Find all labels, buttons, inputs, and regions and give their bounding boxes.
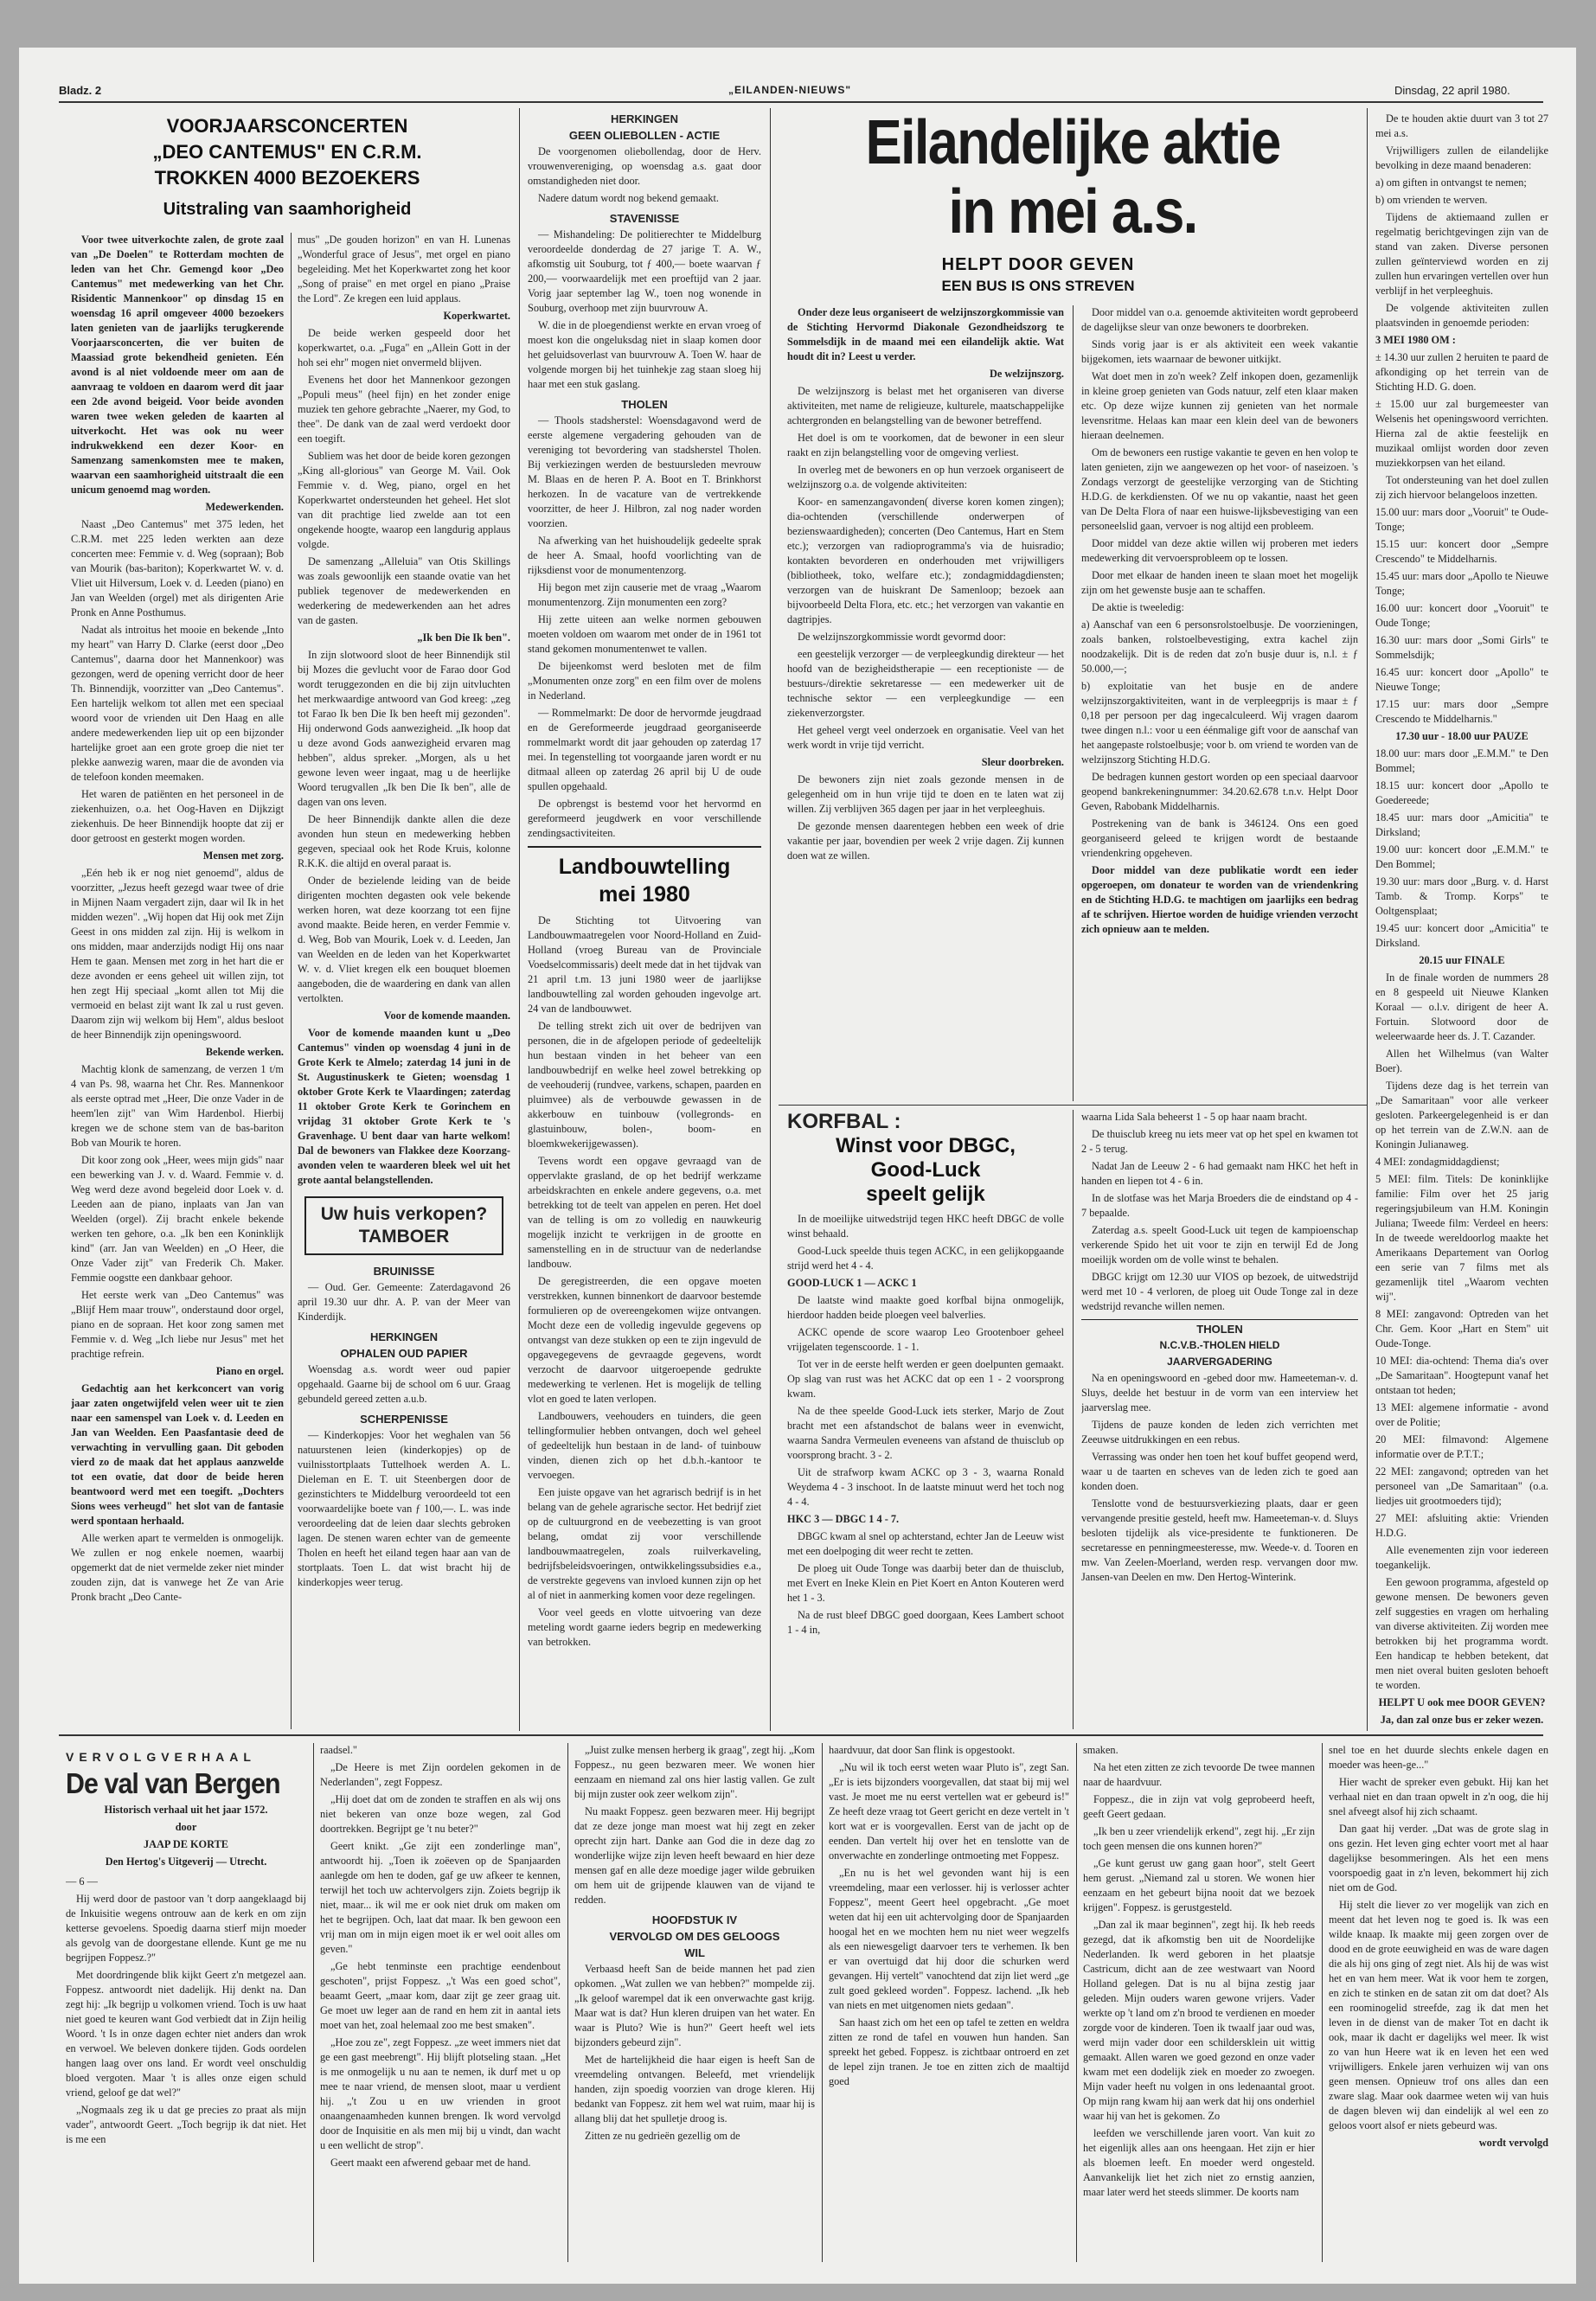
- tholen-paragraph: Verrassing was onder hen toen het kouf buffet geopend werd, waar u de taarten en scheves van de leden zich te goed aan konden doen.: [1081, 1451, 1358, 1492]
- serial-paragraph: Met doordringende blik kijkt Geert z'n metgezel aan. Foppesz. antwoordt niet dadelijk. Hij denkt na. Dan zegt hij: „Ik begrijp u volkomen vriend. Toch is uw haat niet goed te keuren want God verbiedt dat in Zijn heilig Woord. 't Is in onze dagen echter niet anders dan wrok en verwoel. We beleven donkere tijden. Gods oordelen hangen laag over ons land. Er wordt veel onschuldig bloed vergoten. Maar 't is alles onze eigen schuld vriend, geloof ge dat wel?": [66, 1969, 306, 2099]
- news-paragraph: — Oud. Ger. Gemeente: Zaterdagavond 26 april 19.30 uur dhr. A. P. van der Meer van Kinderdijk.: [298, 1281, 510, 1323]
- concert-column-1: [71, 233, 284, 1731]
- serial-column-6: [1329, 1743, 1548, 2271]
- schedule-entry: 18.45 uur: mars door „Amicitia" te Dirksland;: [1375, 811, 1548, 838]
- column-rule: [822, 1743, 823, 2262]
- concert-paragraph: De beide werken gespeeld door het koperkwartet, o.a. „Fuga" en „Allein Gott in der hoh sei ehr" mogen niet onvermeld blijven.: [298, 327, 510, 369]
- aktie-paragraph: Tot ondersteuning van het doel zullen zij zich hiervoor belangeloos inzetten.: [1375, 474, 1548, 501]
- concert-paragraph: Nadat als introitus het mooie en bekende „Into my heart" van Harry D. Clarke (eerst door „Deo Cantemus", daarna door het Mannenkoor) was gezongen, werd de opening verricht door de heer Th. Binnendijk, voorzitter van „Deo Cantemus". Een hartelijk welkom tot allen met een speciaal woord voor de vrienden uit Den Haag en alle andere medewerkenden liep uit op een bijzonder hartelijke groet aan een grote groep die niet ter plekke aanwezig waren, maar die de avonden via de telefoon konden meemaken.: [71, 624, 284, 783]
- aktie-list-item: b) om vrienden te werven.: [1375, 194, 1488, 206]
- landbouw-title-2: mei 1980: [599, 882, 690, 907]
- schedule-entry: 18.15 uur: koncert door „Apollo te Goedereede;: [1375, 779, 1548, 806]
- heading-herkingen: HERKINGEN: [610, 112, 678, 125]
- serial-paragraph: Dan gaat hij verder. „Dat was de grote slag in ons gezin. Het leven ging echter voort met al haar dagelijkse besommeringen. Als het een mens voorspoedig gaat in z'n leven, bekommert hij zich niet om de God.: [1329, 1823, 1548, 1894]
- aktie-paragraph: De te houden aktie duurt van 3 tot 27 mei a.s.: [1375, 112, 1548, 139]
- concert-paragraph: Het waren de patiënten en het personeel in de ziekenhuizen, o.a. het Oog-Haven en Dijkzigt ziekenhuis. De heer Binnendijk hoopte dat zij er door getroost en gesterkt mogen worden.: [71, 788, 284, 844]
- serial-paragraph: haardvuur, dat door San flink is opgestookt.: [829, 1744, 1016, 1756]
- aktie-paragraph: In overleg met de bewoners en op hun verzoek organiseert de welzijnszorg o.a. de volgende aktiviteiten:: [787, 464, 1064, 490]
- aktie-list-item: b) exploitatie van het busje en de andere welzijnszorgaktiviteiten, want in de verpleegprijs is maar ± ƒ 0,18 per persoon per dag ingecalculeerd. Wij vragen daarom twee dingen n.l.: voor u een éénmalige gift voor de aanschaf van het aangepaste rolstoelbusje; voor b. om vriend te worden van de welzijnszorg Stichting H.D.G.: [1081, 680, 1358, 766]
- serial-paragraph: „De Heere is met Zijn oordelen gekomen in de Nederlanden", zegt Foppesz.: [320, 1761, 561, 1788]
- korfbal-column-1: [787, 1110, 1064, 1729]
- aktie-paragraph: Het geheel vergt veel onderzoek en organisatie. Veel van het werk wordt in vrije tijd verricht.: [787, 724, 1064, 751]
- match-heading: HKC 3 — DBGC 1 4 - 7.: [787, 1513, 900, 1525]
- schedule-entry: 27 MEI: afsluiting aktie: Vrienden H.D.G.: [1375, 1512, 1548, 1539]
- concert-title-2: TROKKEN 4000 BEZOEKERS: [154, 167, 420, 189]
- serial-column-5: [1083, 1743, 1315, 2271]
- serial-paragraph: „Juist zulke mensen herberg ik graag", zegt hij. „Kom Foppesz., nu geen bezwaren meer. We wonen hier eenzaam en niemand zal ons hier lastig vallen. Ge zult bij mijn zuster ook zeer welkom zijn".: [574, 1744, 815, 1800]
- aktie-paragraph: Het doel is om te voorkomen, dat de bewoner in een sleur raakt en zijn belangstelling voor de omgeving verliest.: [787, 432, 1064, 458]
- chapter-subheading-2: WIL: [684, 1946, 705, 1959]
- news-paragraph: De bijeenkomst werd besloten met de film „Monumenten onze zorg" en een film over de molens in Nederland.: [528, 660, 761, 702]
- news-paragraph: — Rommelmarkt: De door de hervormde jeugdraad en de Gereformeerde jeugdraad georganiseerde rommelmarkt wordt dit jaar gehouden op zaterdag 17 mei. In tegenstelling tot voorgaande jaren wordt er nu ditmaal alleen op zaterdag 26 april bij U de oude spullen opgehaald.: [528, 707, 761, 792]
- korfbal-title-1: Winst voor DBGC,: [836, 1134, 1016, 1157]
- news-paragraph: Hij zette uiteen aan welke normen gebouwen moeten voldoen om waarom met onder de in 1961 tot stand gekomen monumentenwet te vallen.: [528, 613, 761, 655]
- aktie-paragraph: Allen het Wilhelmus (van Walter Boer).: [1375, 1048, 1548, 1074]
- serial-paragraph: „Hij doet dat om de zonden te straffen en als wij ons niet bekeren van onze boze wegen, zal God doortrekken. Begrijpt ge 't nu beter?": [320, 1793, 561, 1835]
- concert-bold-paragraph: Gedachtig aan het kerkconcert van vorig jaar zaten ongetwijfeld velen weer uit te zien naar een samenspel van Loek v. d. Leeden en Jan van Weelden. Een Paasfantasie deed de verwachting in vervulling gaan. Dit geboden vierd zo de maak dat het applaus aanzwelde tot een ovatie, dat door de beide heren beantwoord werd met een toegift. „Dochters Sions wees verheugd" het slot van de fantasie werd spontaan herhaald.: [71, 1382, 284, 1527]
- concert-column-2: [298, 233, 510, 1731]
- aktie-paragraph: Vrijwilligers zullen de eilandelijke bevolking in deze maand benaderen:: [1375, 144, 1548, 171]
- korfbal-paragraph: Na de thee speelde Good-Luck iets sterker, Marjo de Zout bracht met een afstandschot de balans weer in evenwicht, waarna Sandra Vermeulen eveneens van afstand de thuisclub op voorsprong bracht. 3 - 2.: [787, 1405, 1064, 1461]
- heading-herkingen: HERKINGEN: [369, 1330, 438, 1343]
- schedule-entry: 17.15 uur: mars door „Sempre Crescendo te Middelharnis.": [1375, 698, 1548, 725]
- serial-column-4: [829, 1743, 1069, 2271]
- korfbal-paragraph: Tot ver in de eerste helft werden er geen doelpunten gemaakt. Op slag van rust was het ACKC dat op een 1 - 2 voorsprong kwam.: [787, 1358, 1064, 1400]
- serial-paragraph: San haast zich om het een op tafel te zetten en weldra zitten ze rond de tafel en vouwen hun handen. San spreekt het gebed. Foppesz. is zichtbaar ontroerd en zet de lepel zijn tranen. Je toe en zitten zich de maaltijd goed: [829, 2016, 1069, 2087]
- aktie-subtitle-1: HELPT DOOR GEVEN: [941, 255, 1135, 274]
- heading-medewerkenden: Medewerkenden.: [205, 501, 284, 513]
- news-paragraph: — Kinderkopjes: Voor het weghalen van 56 natuurstenen leien (kinderkopjes) op de vuilnisstortplaats Tuttelhoek werden A. L. Dieleman en E. T. uit Steenbergen door de gezinstichters te Middelburg veroordeeld tot een voorwaardelijke boete van ƒ 100,—. L. was inde veroordeeling dat de leien daar slechts gebroken lagen. De stenen waren echter van de gemeente Tholen en heeft het eiland tegen haar aan van de stortplaats. Toen L. dat wist bracht hij de kinderkopjes weer terug.: [298, 1429, 510, 1588]
- korfbal-paragraph: Uit de strafworp kwam ACKC op 3 - 3, waarna Ronald Weydema 4 - 3 inschoot. In de laatste minuut werd het toch nog 4 - 4.: [787, 1466, 1064, 1508]
- schedule-entry: 15.00 uur: mars door „Vooruit" te Oude-Tonge;: [1375, 506, 1548, 533]
- section-rule: [779, 1105, 1367, 1106]
- korfbal-paragraph: In de slotfase was het Marja Broeders die de eindstand op 4 - 7 bepaalde.: [1081, 1192, 1358, 1219]
- chapter-subheading-1: VERVOLGD OM DES GELOOGS: [609, 1930, 780, 1943]
- news-paragraph: Hij begon met zijn causerie met de vraag „Waarom monumentenzorg. Zijn monumenten een zorg?: [528, 581, 761, 608]
- serial-paragraph: Met de hartelijkheid die haar eigen is heeft San de vreemdeling ontvangen. Beleefd, met vriendelijk handen, zijn spoedig voorzien van droge kleren. Hij bedankt van Foppesz. zit hem wel wat ruim, maar hij is allang blij dat het spulletje droog is.: [574, 2054, 815, 2125]
- tholen-paragraph: Tenslotte vond de bestuursverkiezing plaats, daar er geen vervangende presitie gesteld, heeft mw. Hameeteman-v. d. Sluys besloten tijdelijk als vice-presidente te funktioneren. De secretaresse en penningmeesteresse, mw. Weede-v. d. Tooren en mw. Van Zeelen-Moerland, werden resp. vervangen door mw. Jansen-van Deelen en mw. Den Hertog-Winterink.: [1081, 1497, 1358, 1583]
- tholen-subheading-2: JAARVERGADERING: [1167, 1356, 1272, 1368]
- aktie-list-item: a) Aanschaf van een 6 personsrolstoelbusje. De voorzieningen, zoals banken, rolstoelbevestiging, extra kachel zijn noodzakelijk. Dit is de reden dat zo'n busje duur is, n.l. ± ƒ 50.000,—;: [1081, 619, 1358, 675]
- korfbal-column-2: [1081, 1110, 1358, 1729]
- aktie-paragraph: Een gewoon programma, afgesteld op gewone mensen. De bewoners geven zelf suggesties en vragen om herhaling van diverse aktiviteiten. Zij worden mee betrokken bij het programma wordt. Een handicap te hebben betekent, dat men niet overal buiten gesloten behoeft te worden.: [1375, 1576, 1548, 1691]
- heading-koperkwartet: Koperkwartet.: [443, 310, 510, 322]
- news-paragraph: De geregistreerden, die een opgave moeten verstrekken, kunnen binnenkort de daarvoor bestemde formulieren op de overeengekomen wijze ontvangen. Mocht deze een de volledig ingevulde gegevens op ontvangst van deze stukken op een te zijn ingevuld de opgavegegevens de gevraagde gegevens, wordt verzocht de daarvoor uitgeroepende gedrukte medewerking te verlenen. Het is mogelijk de telling vlot en goed te laten verlopen.: [528, 1275, 761, 1405]
- schedule-entry: 16.30 uur: mars door „Somi Girls" te Sommelsdijk;: [1375, 634, 1548, 661]
- column-rule: [1322, 1743, 1323, 2262]
- concert-paragraph: Dit koor zong ook „Heer, wees mijn gids" naar een bewerking van J. v. d. Waard. Femmie v. d. Weg werd deze avond begeleid door Loek v. d. Leeden aan de piano, inplaats van Jan van Weelden (orgel). Zij bracht enkele bekende werken ten gehore, o.a. „Ik ben een Koninklijk kind" (arr. Jan van Weelden) en „O Heer, die Onze Vader zijt" van Frederik Ch. Maker. Femmie oogstte een dankbaar gehoor.: [71, 1154, 284, 1284]
- heading-ik-ben: „Ik ben Die Ik ben".: [417, 631, 510, 644]
- schedule-entry: 15.15 uur: koncert door „Sempre Crescendo" te Middelharnis.: [1375, 538, 1548, 565]
- concert-paragraph: Het eerste werk van „Deo Cantemus" was „Blijf Hem maar trouw", onderstaund door orgel, piano en de sopraan. Het koor zong samen met Femmie v. d. Weg „Ich liebe nur Jesus" met het prachtige refrein.: [71, 1289, 284, 1360]
- schedule-list: [1375, 1155, 1548, 1541]
- page-date: Dinsdag, 22 april 1980.: [1394, 84, 1510, 97]
- concert-subtitle: Uitstraling van saamhorigheid: [163, 200, 412, 219]
- serial-byline-door: door: [175, 1821, 197, 1833]
- match-heading: GOOD-LUCK 1 — ACKC 1: [787, 1277, 917, 1289]
- concert-bold-paragraph: Voor de komende maanden kunt u „Deo Cantemus" vinden op woensdag 4 juni in de Grote Kerk te Almelo; zaterdag 14 juni in de St. Augustinuskerk te Gieten; woensdag 1 oktober Grote Kerk te Vlaardingen; zaterdag 11 oktober Grote Kerk te Gorinchem en vrijdag 31 oktober Grote Kerk te 's Gravenhage. U bent daar van harte welkom! Dal de bewoners van Flakkee deze Koorzang-avonden velen te waarderen bleek wel uit het grote aantal belangstellenden.: [298, 1027, 510, 1186]
- serial-paragraph: Hier wacht de spreker even gebukt. Hij kan het verhaal niet en dan traan opwelt in z'n oog, die hij snel afveegt alsof hij zich schaamt.: [1329, 1776, 1548, 1817]
- news-paragraph: W. die in de ploegendienst werkte en ervan vroeg of moest kon die ongeluksdag niet in slaap komen door het geluidsoverlast van buurvrouw A. Toen W. haar de volgende morgen bij het tuinhekje zag staan sloeg hij haar met een stuk gaslang.: [528, 319, 761, 390]
- heading-stavenisse: STAVENISSE: [609, 212, 680, 225]
- news-paragraph: — Mishandeling: De politierechter te Middelburg veroordeelde donderdag de 27 jarige T. A. W., afkomstig uit Souburg, tot ƒ 400,— boete waarvan ƒ 200,— voorwaardelijk met een proeftijd van 2 jaar. Vorig jaar september lag W., toen nog wonende in Souburg, overhoop met zijn buurvrouw A.: [528, 228, 761, 314]
- serial-paragraph: „En nu is het wel gevonden want hij is een vreemdeling, maar een verlosser. hij is verlosser achter Foppesz", meent Geert heel opgebracht. „Ge moet weten dat hij een uit achtervolging door de Spanjaarden hoogal het en we mochten hem nu niet weer wegzelfs als een niewesgeligt daarvoer ters te verhemen. Ik ben er van overtuigd dat hij door die schurken werd gevangen. Hij vertelt" vanochtend dat zijn liet werd „ge zult goed gekleed worden". Foppesz. lachend. „Ik heb van niets en met uitgenomen niets gedaan".: [829, 1867, 1069, 2011]
- subheading-oliebollen: GEEN OLIEBOLLEN - ACTIE: [568, 129, 721, 142]
- news-paragraph: De voorgenomen oliebollendag, door de Herv. vrouwenvereniging, op woensdag a.s. gaat door omstandigheden niet door.: [528, 145, 761, 187]
- column-rule: [1076, 1743, 1077, 2262]
- serial-part: — 6 —: [66, 1875, 98, 1888]
- paper-name: „EILANDEN-NIEUWS": [728, 84, 852, 96]
- concert-paragraph: „Eén heb ik er nog niet genoemd", aldus de voorzitter, „Jezus heeft gezegd waar twee of drie in Mijnen Naam vergadert zijn, daar wil Ik in het midden wezen". „Wij hopen dat Hij ook met Zijn Geest in ons midden zal zijn. Hij is welkom in ons midden, maar anderzijds nodigt Hij ons naar Hem te gaan. Mensen met zorg in het hart die er deze avonden er eens geheel uit willen zijn, tot hen zegt Hij speciaal „komt allen tot Mij die vermoeid en belast zijt want Ik zal u rust geven. Daarom zijn wij welkom bij Hem", aldus besloot de heer Binnendijk zijn openingswoord.: [71, 867, 284, 1041]
- news-paragraph: De Stichting tot Uitvoering van Landbouwmaatregelen voor Noord-Holland en Zuid-Holland (vroeg Bureau van de Provinciale Voedselcommissaris) deelt mede dat in het tijdvak van 21 april t.m. 13 juni 1980 weer de jaarlijkse landbouwtelling zal worden gehouden ingevolge art. 24 van de landbouwwet.: [528, 914, 761, 1015]
- aktie-paragraph: Om de bewoners een rustige vakantie te geven en hen volop te laten genieten, zijn we aangewezen op het voor- of naseizoen. 's Zondags verzorgt de geestelijke verzorging van de Stichting H.D.G. de kerkdiensten. Of we nu op vakantie, naast het geen van De Delta Flora of naar een huiswe-lijksbevestiging van een personeelslid gaan, vervoer is nog altijd een probleem.: [1081, 446, 1358, 532]
- ad-line-1: Uw huis verkopen?: [320, 1204, 488, 1224]
- may3-heading: 3 MEI 1980 OM :: [1375, 334, 1456, 346]
- serial-byline: Historisch verhaal uit het jaar 1572.: [104, 1804, 268, 1816]
- schedule-entry: 15.45 uur: mars door „Apollo te Nieuwe Tonge;: [1375, 570, 1548, 597]
- schedule-list: [1375, 505, 1548, 727]
- aktie-closing: Ja, dan zal onze bus er zeker wezen.: [1380, 1714, 1544, 1726]
- serial-paragraph: Zitten ze nu gedrieën gezellig om de: [585, 2130, 740, 2142]
- serial-paragraph: „Nu wil ik toch eerst weten waar Pluto is", zegt San. „Er is iets bijzonders voorgevallen, dat staat bij mij wel vast. Je moet me nu eerst vertellen wat er gebeurd is!" Ze heeft deze vraag tot Geert gericht en deze vertelt in 't kort wat er is voorgevallen. Eerst van de jacht op de eenden. Dan vertelt hij over het en tenslotte van de onverwachte en zonderlinge ontmoeting met Foppesz.: [829, 1761, 1069, 1862]
- korfbal-title-3: speelt gelijk: [866, 1183, 985, 1206]
- serial-column-1: [66, 1743, 306, 2271]
- tamboer-ad: [304, 1196, 503, 1255]
- column-rule: [1073, 305, 1074, 1101]
- news-paragraph: Na afwerking van het huishoudelijk gedeelte sprak de heer A. Smaal, hoofd voorlichting van de rijksdienst voor de monumentenzorg.: [528, 535, 761, 576]
- serial-paragraph: snel toe en het duurde slechts enkele dagen en moeder was heen-ge...": [1329, 1744, 1548, 1771]
- serial-column-3: [574, 1743, 815, 2271]
- heading-mensen-met-zorg: Mensen met zorg.: [202, 849, 284, 862]
- serial-paragraph: „Dan zal ik maar beginnen", zegt hij. Ik heb reeds gezegd, dat ik afkomstig ben uit de Noordelijke Nederlanden. Ik werd geboren in het plaatsje Castricum, dicht aan de zee westwaart van Noord Holland gelegen. Dat is nu al bijna zestig jaar geleden. Mijn ouders waren gewone vrijers. Vader werkte op 't land om z'n brood te verdienen en moeder zorgde voor de kinderen. Toen ik twaalf jaar oud was, werd mijn vader door een schildersklein uit wittig gemaakt. Allen waren we goed gezond en onze vader kwam met een dodelijk ziek en moeder zo zwoegen. Mijn vader heeft nu volgen in ons ledenaantal groot. Op mijn rang kwam hij aan werk dat hij ons onderhiel waar hij van het is gekomen. Zo: [1083, 1919, 1315, 2122]
- serial-author: JAAP DE KORTE: [144, 1838, 228, 1850]
- header-rule: [59, 101, 1543, 103]
- heading-piano-en-orgel: Piano en orgel.: [215, 1365, 284, 1377]
- news-paragraph: Nadere datum wordt nog bekend gemaakt.: [538, 192, 719, 204]
- aktie-paragraph: De welzijnszorgkommissie wordt gevormd door:: [798, 631, 1006, 643]
- heading-bruinisse: BRUINISSE: [373, 1265, 435, 1278]
- tholen-paragraph: Na en openingswoord en -gebed door mw. Hameeteman-v. d. Sluys, deelde het bestuur in de vorm van een interview het jaarverslag mee.: [1081, 1372, 1358, 1413]
- aktie-paragraph: In de finale worden de nummers 28 en 8 gespeeld uit Nieuwe Klanken Koraal — o.l.v. dirigent de heer A. Fortuin. Slotwoord door de weleerwaarde heer ds. J. T. Cazander.: [1375, 971, 1548, 1042]
- aktie-paragraph: De welzijnszorg is belast met het organiseren van diverse aktiviteiten, met name de religieuze, kulturele, maatschappelijke achtergronden en belangstelling van de bewoner betreffend.: [787, 385, 1064, 426]
- tholen-paragraph: Tijdens de pauze konden de leden zich verrichten met Zeeuwse uitdrukkingen en een rebus.: [1081, 1419, 1358, 1445]
- landbouw-title-1: Landbouwtelling: [558, 855, 731, 879]
- aktie-column-2: [1081, 305, 1358, 1101]
- serial-continued: wordt vervolgd: [1478, 2137, 1548, 2149]
- korfbal-paragraph: In de moeilijke uitwedstrijd tegen HKC heeft DBGC de volle winst behaald.: [787, 1213, 1064, 1240]
- aktie-paragraph: De aktie is tweeledig:: [1092, 601, 1184, 613]
- serial-title: De val van Bergen: [66, 1767, 280, 1799]
- schedule-entry: 19.45 uur: koncert door „Amicitia" te Dirksland.: [1375, 922, 1548, 949]
- serial-paragraph: Verbaasd heeft San de beide mannen het pad zien opkomen. „Wat zullen we van hebben?" mompelde zij. „Ik geloof warempel dat ik een onverwachte gast krijg. Maar wat is dat? Hun kleren druipen van het water. En waar is Pluto? Wie is hun?" Geert heeft wel iets bijzonders gebeurd zijn".: [574, 1963, 815, 2048]
- serial-paragraph: Nu maakt Foppesz. geen bezwaren meer. Hij begrijpt dat ze deze jonge man moest wat hij zegt en zeker oprecht zijn hart. Danke aan God die in deze dag zo wonderlijke wijze zijn leven heeft bewaard en hier deze mensen gaf en alle deze moedige jager wilde gebruiken om hem uit de grijpende klauwen van de vijand te redden.: [574, 1805, 815, 1906]
- schedule-entry: 8 MEI: zangavond: Optreden van het Chr. Gem. Koor „Hart en Stem" uit Oude-Tonge.: [1375, 1308, 1548, 1349]
- schedule-entry: ± 14.30 uur zullen 2 heruiten te paard de afkondiging op het terrein van de Stichting H.D. G. doen.: [1375, 351, 1548, 393]
- korfbal-paragraph: De laatste wind maakte goed korfbal bijna onmogelijk, hierdoor hadden beide ploegen veel balverlies.: [787, 1294, 1064, 1321]
- korfbal-paragraph: DBGC kwam al snel op achterstand, echter Jan de Leeuw wist met een doelpoging dit weer recht te zetten.: [787, 1530, 1064, 1557]
- schedule-entry: 16.45 uur: koncert door „Apollo" te Nieuwe Tonge;: [1375, 666, 1548, 693]
- column-rule: [1073, 1110, 1074, 1729]
- schedule-entry: 18.00 uur: mars door „E.M.M." te Den Bommel;: [1375, 747, 1548, 774]
- concert-lead: Voor twee uitverkochte zalen, de grote zaal van „De Doelen" te Rotterdam mochten de leden van het Chr. Gemengd koor „Deo Cantemus" met medewerking van het Chr. Risidentic Mannenkoor" op dinsdag 15 en woensdag 16 april omgeveer 4000 bezoekers laten genieten van de jaarlijks terugkerende Voorjaarsconcerten, die ver buiten de Maassiad grote bekendheid genieten. Eén avond is al niet voldoende meer om aan de aanvraag te voldoen en daarom werd dit jaar een 2de avond beigeid. Voor beide avonden waren twee weken geleden de kaarten al uitverkocht. Het was ook nu weer indrukwekkend een dezer Koor- en Samenzang samenkomsten mee te maken, waarvan een saamhorigheid uitstraalt die een unicum genoemd mag worden.: [71, 234, 284, 496]
- section-rule: [59, 1734, 1543, 1736]
- aktie-paragraph: Door middel van deze aktie willen wij proberen met ieders medewerking dit vervoersprobleem op te lossen.: [1081, 537, 1358, 564]
- aktie-column-3: [1375, 112, 1548, 1729]
- aktie-paragraph: Postrekening van de bank is 346124. Ons een goed georganiseerd geleed te krijgen wordt de bestaande vriendenkring opgeheven.: [1081, 817, 1358, 859]
- korfbal-paragraph: ACKC opende de score waarop Leo Grootenboer geheel vrijgelaten tegenscoorde. 1 - 1.: [787, 1326, 1064, 1353]
- aktie-paragraph: Tijdens deze dag is het terrein van „De Samaritaan" voor alle verkeer gesloten. Parkeergelegenheid is er dan op het terrein van de Z.W.N. aan de Koningin Julianaweg.: [1375, 1080, 1548, 1150]
- aktie-closing-question: HELPT U ook mee DOOR GEVEN?: [1378, 1696, 1546, 1708]
- serial-paragraph: „Ge kunt gerust uw gang gaan hoor", stelt Geert hem gerust. „Niemand zal u storen. We wonen hier eenzaam en het gebeurt bijna nooit dat we bezoek krijgen". Foppesz. is gerustgesteld.: [1083, 1857, 1315, 1913]
- schedule-entry: 22 MEI: zangavond; optreden van het personeel van „De Samaritaan" (o.a. liedjes uit grootmoeders tijd);: [1375, 1465, 1548, 1507]
- schedule-entry: 16.00 uur: koncert door „Vooruit" te Oude Tonge;: [1375, 602, 1548, 629]
- concert-paragraph: Alle werken apart te vermelden is onmogelijk. We zullen er nog enkele noemen, waarbij opgemerkt dat de niet vermelde zeker niet minder zouden zijn, dat is vanwege het Ze van Arie Pronk bracht „Deo Cante-: [71, 1532, 284, 1603]
- aktie-subtitle-2: EEN BUS IS ONS STREVEN: [941, 278, 1135, 294]
- middle-column: [528, 112, 761, 1731]
- aktie-paragraph: De bedragen kunnen gestort worden op een speciaal daarvoor geopend bankrekeningnummer: 34.20.62.678 t.n.v. Helpt Door Geven, Rabobank Middelharnis.: [1081, 771, 1358, 812]
- schedule-entry: 20 MEI: filmavond: Algemene informatie over de P.T.T.;: [1375, 1433, 1548, 1460]
- heading-komende-maanden: Voor de komende maanden.: [383, 1009, 510, 1022]
- serial-paragraph: Hij werd door de pastoor van 't dorp aangeklaagd bij de Inkuisitie wegens ontrouw aan de kerk en om zijn ketterse gevoelens. Spoedig daarna stierf mijn moeder als gevolg van de doorgestane ellende. Kunt ge me nu begrijpen Foppesz.?": [66, 1893, 306, 1964]
- concert-paragraph: Evenens het door het Mannenkoor gezongen „Populi meus" (heel fijn) en het zonder enige muziek ten gehore gebrachte „Naerer, my God, to thee". De dank van de zaal werd verdoekt door een toegift.: [298, 374, 510, 445]
- korfbal-paragraph: waarna Lida Sala beheerst 1 - 5 op haar naam bracht.: [1081, 1111, 1308, 1123]
- concert-paragraph: In zijn slotwoord sloot de heer Binnendijk stil bij Mozes die gevlucht voor de Farao door God wordt teruggezonden en die bij zijn uitvluchten het merkwaardige antwoord van God kreeg: „zeg tot Farao Ik ben Die Ik ben heeft mij gezonden". Hij onderwond Gods aanwezigheid. „Ik hoop dat u deze avond Gods aanwezigheid ervaren mag hebben", aldus spreker. „Morgen, als u het gewone leven weer ingaat, mag u de heerlijke Woord terugvallen „Ik ben Die Ik ben", alle de dagen van ons leven.: [298, 649, 510, 808]
- schedule-entry: 10 MEI: dia-ochtend: Thema dia's over „De Samaritaan". Hoogtepunt vanaf het ontstaan tot heden;: [1375, 1355, 1548, 1396]
- heading-tholen: THOLEN: [621, 398, 668, 411]
- aktie-paragraph: Door met elkaar de handen ineen te slaan moet het mogelijk zijn om het gewenste busje aan te schaffen.: [1081, 569, 1358, 596]
- news-paragraph: De opbrengst is bestemd voor het hervormd en gereformeerd jeugdwerk en voor verschillende zendingsactiviteiten.: [528, 798, 761, 839]
- schedule-entry: 4 MEI: zondagmiddagdienst;: [1375, 1156, 1500, 1168]
- korfbal-kicker: KORFBAL :: [787, 1110, 901, 1133]
- aktie-paragraph: een geestelijk verzorger — de verpleegkundig direkteur — het hoofd van de bezigheidstherapie — een receptioniste — de bestuurs-/direktie sekretaresse — een medewerker uit de technische sektor — een verpleegkundige — een ziekenverzorgster.: [787, 648, 1064, 719]
- aktie-headline-1: Eilandelijke aktie: [865, 108, 1280, 177]
- heading-scherpenisse: SCHERPENISSE: [360, 1413, 448, 1426]
- concert-paragraph: mus" „De gouden horizon" en van H. Lunenas „Wonderful grace of Jesus", met orgel en piano begeleiding. Met het Koperkwartet zong het koor „Song of praise" en met orgel en piano „Praise the Lord". Ze kregen een luid applaus.: [298, 234, 510, 304]
- korfbal-paragraph: Zaterdag a.s. speelt Good-Luck uit tegen de kampioenschap verkerende Spido het uit voor te zijn en terwijl Ed de Jong moeilijk worden om de volle winst te behalen.: [1081, 1224, 1358, 1266]
- aktie-list-item: a) om giften in ontvangst te nemen;: [1375, 176, 1527, 189]
- aktie-bold-paragraph: Door middel van deze publikatie wordt een ieder opgeroepen, om donateur te worden van de vriendenkring en de Stichting H.D.G. te machtigen om jaarlijks een bedrag af te schrijven. Hiertoe worden de huidige vrienden verzocht zich opnieuw aan te melden.: [1081, 864, 1358, 935]
- heading-sleur: Sleur doorbreken.: [981, 756, 1064, 768]
- korfbal-paragraph: Good-Luck speelde thuis tegen ACKC, in een gelijkopgaande strijd werd het 4 - 4.: [787, 1245, 1064, 1272]
- serial-publisher: Den Hertog's Uitgeverij — Utrecht.: [105, 1856, 267, 1868]
- heading-welzijnszorg: De welzijnszorg.: [989, 368, 1064, 380]
- subheading-oud-papier: OPHALEN OUD PAPIER: [340, 1347, 468, 1360]
- concert-paragraph: De samenzang „Alleluia" van Otis Skillings was zoals gewoonlijk een staande ovatie van het publiek tegenover de medewerkenden en wederkering de medewerkenden aan het adres van de gasten.: [298, 555, 510, 626]
- serial-paragraph: „Ge hebt tenminste een prachtige eendenbout geschoten", prijst Foppesz. „'t Was een goed schot", beaamt Geert, „maar kom, daar zijt ge zeer graag uit. Ge moet uw leger aan de rand en hem zit in aantal iets moet van het, zoal helemaal zoo me best smaken".: [320, 1960, 561, 2031]
- aktie-column-1: [787, 305, 1064, 1101]
- news-paragraph: De telling strekt zich uit over de bedrijven van personen, die in de afgelopen periode of gedeeltelijk hun bestaan vinden in het beheer van een landbouwbedrijf en welke heel zowel betrekking op de veehouderij (rundvee, varkens, schapen, paarden en pluimvee) als de verbouwde gewassen in de akkerbouw en tuinbouw (vollegronds- en glastuinbouw, bolen-, boom- en bloemkwekerijgewassen).: [528, 1020, 761, 1150]
- aktie-paragraph: Sinds vorig jaar is er als aktiviteit een week vakantie bijgekomen, iets waarnaar de bewoner uitkijkt.: [1081, 338, 1358, 365]
- serial-paragraph: Foppesz., die in zijn vat volg geprobeerd heeft, geeft Geert gedaan.: [1083, 1793, 1315, 1820]
- concert-paragraph: Subliem was het door de beide koren gezongen „King all-glorious" van George M. Vail. Ook Femmie v. d. Weg, piano, orgel en het Koperkwartet ondersteunden het geheel. Het slot van dit prachtige lied zwelde aan tot een ongekende hoogte, waarop een langdurig applaus volgde.: [298, 450, 510, 550]
- section-rule: [528, 846, 761, 848]
- news-paragraph: Tevens wordt een opgave gevraagd van de oppervlakte grasland, de op het bedrijf werkzame arbeidskrachten en enkele andere gegevens, o.a. met betrekking tot de teelt van appelen en peren. Het doel van de telling is om zo volledig en nauwkeurig mogelijk inzicht te verkrijgen in de grootte en samenstelling en in de structuur van de nederlandse landbouw.: [528, 1155, 761, 1270]
- serial-paragraph: „Ik ben u zeer vriendelijk erkend", zegt hij. „Er zijn toch geen mensen die ons kunnen horen?": [1083, 1825, 1315, 1852]
- column-rule: [567, 1743, 568, 2262]
- serial-column-2: [320, 1743, 561, 2271]
- news-paragraph: Voor veel geeds en vlotte uitvoering van deze meteling wordt gaarne ieders begrip en medewerking van betrokken.: [528, 1606, 761, 1648]
- news-paragraph: — Thools stadsherstel: Woensdagavond werd de eerste algemene vergadering gehouden van de vereniging tot bevordering van stadsherstel Tholen. Bij verkiezingen werden de bestuursleden mevrouw M. Blaas en de heren P. A. Boot en T. Brinkhorst herkozen. In de vacature van de vertrekkende voorzitter, de heer J. Hilbron, zal nog nader worden voorzien.: [528, 414, 761, 529]
- korfbal-title-2: Good-Luck: [870, 1158, 981, 1182]
- news-paragraph: Woensdag a.s. wordt weer oud papier opgehaald. Gaarne bij de school om 6 uur. Graag gebundeld gereed zetten a.u.b.: [298, 1363, 510, 1405]
- aktie-paragraph: De bewoners zijn niet zoals gezonde mensen in de gelegenheid om in hun vrije tijd te doen en te laten wat zij willen. Zij verblijven 365 dagen per jaar in het verpleeghuis.: [787, 773, 1064, 815]
- serial-kicker: VERVOLGVERHAAL: [66, 1750, 256, 1764]
- korfbal-paragraph: De ploeg uit Oude Tonge was daarbij beter dan de thuisclub, met Evert en Ineke Klein en Piet Koert en Anton Kouteren werd het 1 - 3.: [787, 1562, 1064, 1604]
- column-rule: [1367, 108, 1368, 1731]
- serial-paragraph: leefden we verschillende jaren voort. Van kuit zo het eigenlijk alles aan ons heengaan. Het zijn er hier als bloemen leeft. En moeder werd ongesteld. Aanvankelijk liet het zich niet zo ernstig aanzien, maar later werd het steeds slimmer. De koorts nam: [1083, 2127, 1315, 2198]
- news-paragraph: Een juiste opgave van het agrarisch bedrijf is in het belang van de gehele agrarische sector. Het bedrijf ziet op de cultuurgrond en de veebezetting is van groot belang, omdat zij voor verschillende landbouwmaatregelen, zoals ruilverkaveling, bedrijfsbeleidsvoeringen, ontwikkelingssubsidies e.a., de verstrekte gegevens van invloed kunnen zijn op het al of niet in aanmerking komen voor deze regelingen.: [528, 1486, 761, 1601]
- finale-line: 20.15 uur FINALE: [1419, 954, 1505, 966]
- schedule-entry: 19.30 uur: mars door „Burg. v. d. Harst Tamb. & Tromp. Korps" te Ooltgensplaat;: [1375, 875, 1548, 917]
- schedule-entry: ± 15.00 uur zal burgemeester van Welsenis het openingswoord verrichten. Hierna zal de aktie feestelijk en muzikaal omlijst worden door zeven muziekkorpsen van het eiland.: [1375, 398, 1548, 469]
- heading-bekende-werken: Bekende werken.: [205, 1046, 284, 1058]
- aktie-paragraph: De gezonde mensen daarentegen hebben een week of drie vakantie per jaar, bovendien per week 2 vrije dagen. Zij kunnen doen wat ze willen.: [787, 820, 1064, 862]
- serial-paragraph: raadsel.": [320, 1744, 357, 1756]
- aktie-paragraph: Tijdens de aktiemaand zullen er regelmatig berichtgevingen zijn van de stand van zaken. Diverse personen zullen geïnterviewd worden en zij zullen hun ervaringen vertellen over hun verblijf in het verpleeghuis.: [1375, 211, 1548, 297]
- column-rule: [519, 108, 520, 1731]
- column-rule: [313, 1743, 314, 2262]
- newspaper-page: [19, 48, 1576, 2284]
- pause-line: 17.30 uur - 18.00 uur PAUZE: [1395, 730, 1529, 742]
- serial-paragraph: Hij stelt die liever zo ver mogelijk van zich en meent dat het leven nog te goed is. Ik was een wilde knaap. Ik maakte mij geen zorgen over de dood en de grote eeuwigheid en was de ware dagen die als hij ons ging of zegt niet. Als hij de was wist het en van hem meer. Wat ik voor hem te zorgen, en zich te stinken en de satan zit om dat doet? Als een roominogelid streefde, zag ik dat men het leven in de dienst van de maker Tot en dacht ik ook, maar ik dacht er dagelijks wel meer. Ik wist zo van hun Heere wat ik en leven het een wed vrijwilligers. Enkele jaren verhuizen wij van ons geen mensen. Opnieuw trof ons alles dan een zware slag. Maar ook daarmee weten wij van huis de dagen bleven wij dan eindelijk al wel een zo geloos voort alsof er niets gebeurd was.: [1329, 1899, 1548, 2131]
- schedule-entry: 5 MEI: film. Titels: De koninklijke familie: Film over het 25 jarig regeringsjubileum van H.M. Koningin Juliana; Tweede film: Verdeel en heers: In de tweede wereldoorlog maakte het Amerikaans Departement van Oorlog een serie van 7 films met als gezamenlijk titel „Waarom vechten wij".: [1375, 1173, 1548, 1303]
- serial-paragraph: „Hoe zou ze", zegt Foppesz. „ze weet immers niet dat ge een gast meebrengt". Hij blijft plotseling staan. „Het is me onmogelijk u nu aan te nemen, ik durf met u op mee te naar vriend, de mensen sloot, maar u verdient hij. „'t Zou u en uw vrienden in groot onaangenaamheden kunnen brengen. Ik word vervolgd door de Inquisitie en als men mij bij u vindt, dan wacht u een wellicht de strop".: [320, 2036, 561, 2151]
- ad-line-2: TAMBOER: [358, 1227, 450, 1247]
- heading-tholen: THOLEN: [1196, 1323, 1243, 1336]
- concert-paragraph: Machtig klonk de samenzang, de verzen 1 t/m 4 van Ps. 98, waarna het Chr. Res. Mannenkoor als eerste optrad met „Heer, Die onze Vader in de heem'len zijt" van Wim Hardenbol. Hierbij kregen we de schone stem van de bas-bariton Bob van Mourik te horen.: [71, 1063, 284, 1149]
- concert-paragraph: De heer Binnendijk dankte allen die deze avonden hun steun en medewerking hebben gegeven, speciaal ook het Rode Kruis, kolonne R.K.K. die altijd en overal paraat is.: [298, 813, 510, 869]
- korfbal-paragraph: De thuisclub kreeg nu iets meer vat op het spel en kwamen tot 2 - 5 terug.: [1081, 1128, 1358, 1155]
- schedule-entry: 13 MEI: algemene informatie - avond over de Politie;: [1375, 1401, 1548, 1428]
- chapter-heading: HOOFDSTUK IV: [651, 1913, 738, 1926]
- korfbal-paragraph: Nadat Jan de Leeuw 2 - 6 had gemaakt nam HKC het heft in handen en liepen tot 4 - 6 in.: [1081, 1160, 1358, 1187]
- aktie-lead: Onder deze leus organiseert de welzijnszorgkommissie van de Stichting Hervormd Diakonale Gezondheidszorg te Sommelsdijk in de maand mei een eilandelijk aktie. Wat houdt dit in? Leest u verder.: [787, 306, 1064, 362]
- concert-paragraph: Naast „Deo Cantemus" met 375 leden, het C.R.M. met 225 leden werkten aan deze concerten mee: Femmie v. d. Weg (sopraan); Bob van Mourik (bas-bariton); Koperkwartet W. v. d. Vliet uit Hilversum, Loek v. d. Leeden (piano) en Jan van Weelden (orgel) met als dirigenten Arie Pronk en Anne Posthumus.: [71, 518, 284, 619]
- korfbal-paragraph: DBGC krijgt om 12.30 uur VIOS op bezoek, de uitwedstrijd werd met 10 - 4 verloren, de ploeg uit Oude Tonge zal in deze wedstrijd revanche willen nemen.: [1081, 1271, 1358, 1312]
- concert-title-1: „DEO CANTEMUS" EN C.R.M.: [152, 141, 422, 163]
- aktie-paragraph: Wat doet men in zo'n week? Zelf inkopen doen, gezamenlijk in kleine groep genieten van Gods natuur, zelf eten klaar maken etc. Op deze wijze kunnen zij genieten van het normale levensritme. Helaas kan maar een klein deel van de bewoners hieraan deelnemen.: [1081, 370, 1358, 441]
- schedule-entry: 19.00 uur: koncert door „E.M.M." te Den Bommel;: [1375, 843, 1548, 870]
- aktie-paragraph: De volgende aktiviteiten zullen plaatsvinden in genoemde perioden:: [1375, 302, 1548, 329]
- concert-kicker: VOORJAARSCONCERTEN: [166, 115, 408, 137]
- aktie-paragraph: Door middel van o.a. genoemde aktiviteiten wordt geprobeerd de dagelijkse sleur van onze bewoners te doorbreken.: [1081, 306, 1358, 333]
- tholen-subheading-1: N.C.V.B.-THOLEN HIELD: [1159, 1339, 1280, 1351]
- serial-paragraph: smaken.: [1083, 1744, 1118, 1756]
- serial-paragraph: Geert maakt een afwerend gebaar met de hand.: [330, 2157, 531, 2169]
- concert-paragraph: Onder de bezielende leiding van de beide dirigenten mochten degasten ook vele bekende werken horen, wat deze koorzang tot een fijne avond maakte. Beide heren, en verder Femmie v. d. Weg, Bob van Mourik, Loek v. d. Leeden, Jan van Weelden en de leden van het Koperkwartet W. v. d. Vliet kregen elk een bouquet bloemen aangeboden, die de waardering en dank van allen vertolkten.: [298, 875, 510, 1004]
- aktie-headline-2: in mei a.s.: [948, 177, 1197, 247]
- korfbal-paragraph: Na de rust bleef DBGC goed doorgaan, Kees Lambert schoot 1 - 4 in,: [787, 1609, 1064, 1636]
- page-number: Bladz. 2: [59, 84, 102, 97]
- serial-paragraph: „Nogmaals zeg ik u dat ge precies zo praat als mijn vader", antwoordt Geert. „Toch begrijp ik dat niet. Het is me een: [66, 2104, 306, 2145]
- serial-paragraph: Geert knikt. „Ge zijt een zonderlinge man", antwoordt hij. „Toen ik zoëeven op de Spanjaarden aanlegde om hen te doden, gaf ge uw afkeer te kennen, terwijl het toch uw achtervolgers zijn. Zoiets begrijp ik niet, maar... ik wil me er ook niet druk om maken om het te begrijpen. Och, laat dat maar. Ik ben gewoon een vrij man om in mijn eigen moet ik er wel ooit alles om geven.": [320, 1840, 561, 1955]
- column-rule: [770, 108, 771, 1731]
- aktie-paragraph: Koor- en samenzangavonden( diverse koren komen zingen); dia-ochtenden (verschillende onderwerpen of bezienswaardigheden); concerten (Deo Cantemus, Hart en Stem etc.); verzorgen van radioprogramma's via de huisradio; kontakten bevorderen en onderhouden met vrijwilligers (bibliotheek, toko, welfare etc.); zondagmiddagdiensten; verzorgen van de huiskrant De Samenloop; bezoek aan bijvoorbeeld Delta Flora, etc. etc.; het verzorgen van vakantie en dagtripjes.: [787, 496, 1064, 625]
- section-rule: [1081, 1319, 1358, 1320]
- news-paragraph: Landbouwers, veehouders en tuinders, die geen tellingformulier hebben ontvangen, doch wel geheel of gedeeltelijk hun bestaan in de land- of tuinbouw vinden, dienen zich op het d.b.h.-kantoor te vervoegen.: [528, 1410, 761, 1481]
- schedule-list: [1375, 747, 1548, 951]
- column-rule: [291, 233, 292, 1729]
- serial-paragraph: Na het eten zitten ze zich tevoorde De twee mannen naar de haardvuur.: [1083, 1761, 1315, 1788]
- aktie-paragraph: Alle evenementen zijn voor iedereen toegankelijk.: [1375, 1544, 1548, 1571]
